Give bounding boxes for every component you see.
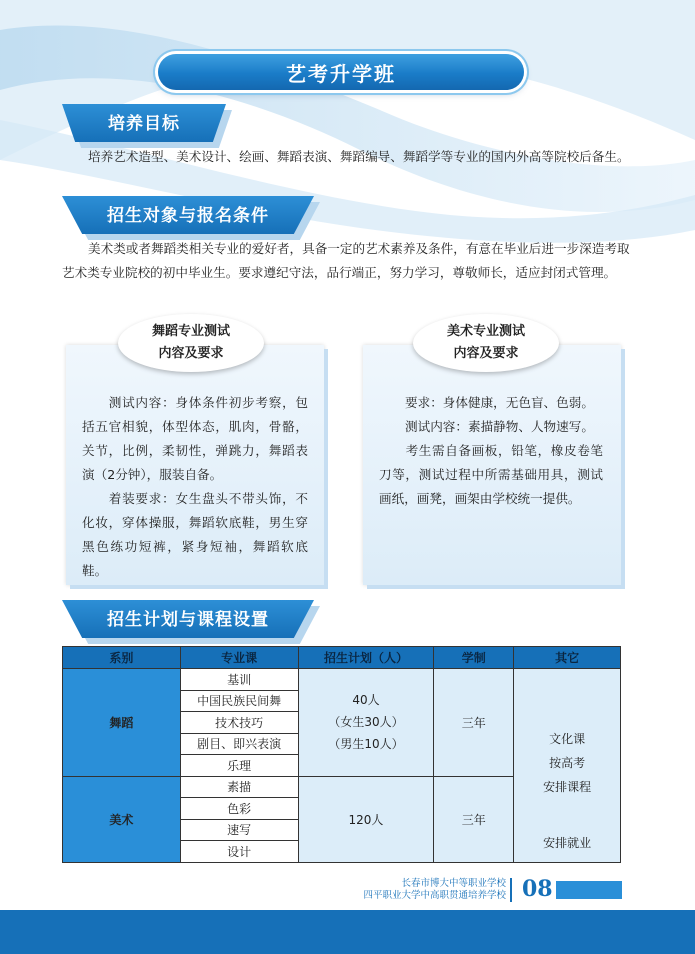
page-title: 艺考升学班 bbox=[286, 61, 396, 86]
art-card-text bbox=[379, 391, 603, 511]
footer-school-names bbox=[344, 878, 506, 902]
dance-para2: 着装要求：女生盘头不带头饰，不化妆，穿体操服，舞蹈软底鞋，男生穿黑色练功短裤，紧身短袖，舞蹈软底鞋。 bbox=[82, 491, 308, 578]
dance-plan-cell bbox=[298, 669, 434, 777]
art-para2: 测试内容：素描静物、人物速写。 bbox=[405, 419, 594, 434]
dance-card-text bbox=[82, 391, 308, 583]
art-test-card bbox=[363, 345, 621, 585]
footer-school-line1: 长春市博大中等职业学校 bbox=[401, 878, 506, 889]
footer-color-block bbox=[556, 881, 622, 899]
footer-divider bbox=[510, 878, 512, 902]
art-card-title-bubble bbox=[413, 314, 559, 372]
section-heading-plan bbox=[62, 600, 314, 638]
heading-label: 招生计划与课程设置 bbox=[107, 609, 269, 630]
dance-card-title-line2: 内容及要求 bbox=[158, 346, 224, 361]
enrollment-plan-table bbox=[62, 646, 621, 863]
art-category-cell: 美术 bbox=[63, 776, 181, 862]
other-line4: 安排就业 bbox=[543, 836, 592, 850]
page-title-banner bbox=[158, 54, 524, 90]
goal-paragraph bbox=[62, 145, 632, 169]
art-card-para bbox=[379, 391, 603, 415]
course-cell: 素描 bbox=[180, 776, 298, 798]
table-row bbox=[63, 669, 621, 691]
art-card-para bbox=[379, 439, 603, 511]
course-cell: 中国民族民间舞 bbox=[180, 690, 298, 712]
other-text bbox=[514, 727, 620, 855]
course-cell: 技术技巧 bbox=[180, 712, 298, 734]
table-header-row bbox=[63, 647, 621, 669]
course-cell: 色彩 bbox=[180, 798, 298, 820]
art-plan-cell: 120人 bbox=[298, 776, 434, 862]
course-cell: 设计 bbox=[180, 841, 298, 863]
dance-card-title-bubble bbox=[118, 314, 264, 372]
dance-card-para bbox=[82, 487, 308, 583]
dance-plan-line1: 40人 bbox=[352, 693, 380, 708]
page-number: 08 bbox=[522, 876, 553, 902]
dance-category-cell: 舞蹈 bbox=[63, 669, 181, 777]
header-duration: 学制 bbox=[434, 647, 514, 669]
footer-school-line2: 四平职业大学中高职贯通培养学校 bbox=[363, 890, 506, 901]
dance-plan-line3: （男生10人） bbox=[328, 737, 404, 752]
other-cell bbox=[514, 669, 621, 863]
header-other: 其它 bbox=[514, 647, 621, 669]
art-card-title-line1: 美术专业测试 bbox=[446, 324, 525, 339]
dance-plan-line2: （女生30人） bbox=[328, 715, 404, 730]
art-para1: 要求：身体健康，无色盲、色弱。 bbox=[405, 395, 594, 410]
bottom-band bbox=[0, 910, 695, 954]
art-para3: 考生需自备画板，铅笔，橡皮卷笔刀等，测试过程中所需基础用具，测试画纸，画凳，画架由学校统一提供。 bbox=[379, 443, 603, 506]
section-heading-goal bbox=[62, 104, 226, 142]
heading-label: 培养目标 bbox=[108, 113, 180, 134]
art-card-title-line2: 内容及要求 bbox=[453, 346, 519, 361]
course-cell: 基训 bbox=[180, 669, 298, 691]
dance-para1: 测试内容：身体条件初步考察，包括五官相貌，体型体态，肌肉，骨骼，关节，比例，柔韧性，弹跳力，舞蹈表演（2分钟），服装自备。 bbox=[82, 395, 308, 482]
course-cell: 剧目、即兴表演 bbox=[180, 733, 298, 755]
heading-label: 招生对象与报名条件 bbox=[107, 205, 269, 226]
section-heading-enroll bbox=[62, 196, 314, 234]
other-line1: 文化课 bbox=[549, 732, 586, 746]
dance-test-card bbox=[66, 345, 324, 585]
dance-card-para bbox=[82, 391, 308, 487]
other-line2: 按高考 bbox=[549, 756, 586, 770]
header-course: 专业课 bbox=[180, 647, 298, 669]
course-cell: 速写 bbox=[180, 819, 298, 841]
other-line3: 安排课程 bbox=[543, 780, 592, 794]
goal-text: 培养艺术造型、美术设计、绘画、舞蹈表演、舞蹈编导、舞蹈学等专业的国内外高等院校后备生。 bbox=[88, 149, 630, 164]
header-department: 系别 bbox=[63, 647, 181, 669]
art-duration-cell: 三年 bbox=[434, 776, 514, 862]
dance-duration-cell: 三年 bbox=[434, 669, 514, 777]
enroll-text: 美术类或者舞蹈类相关专业的爱好者，具备一定的艺术素养及条件，有意在毕业后进一步深造考取艺术类专业院校的初中毕业生。要求遵纪守法，品行端正，努力学习，尊敬师长，适应封闭式管理。 bbox=[62, 241, 630, 280]
art-card-para bbox=[379, 415, 603, 439]
dance-card-title-line1: 舞蹈专业测试 bbox=[151, 324, 230, 339]
enroll-paragraph bbox=[62, 237, 632, 285]
header-plan: 招生计划（人） bbox=[298, 647, 434, 669]
course-cell: 乐理 bbox=[180, 755, 298, 777]
